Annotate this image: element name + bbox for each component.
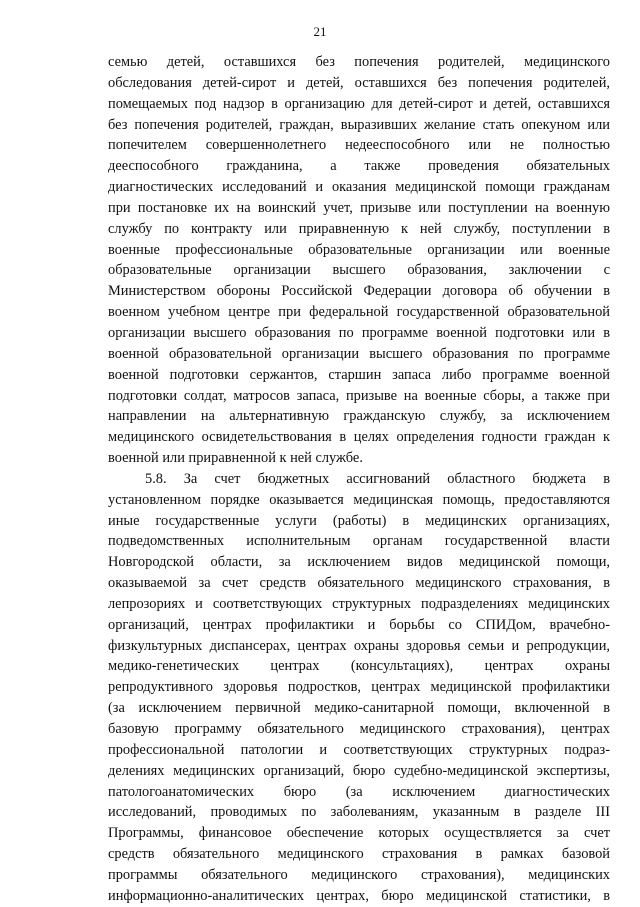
text-line: Министерством обороны Российской Федерации договора об обучении в	[108, 283, 610, 300]
text-line: лепрозориях и соответствующих структурных подразделениях медицинских	[108, 595, 610, 612]
text-line: подготовки солдат, матросов запаса, призыве на военные сборы, а также при	[108, 387, 610, 404]
text-line: военные профессиональные образовательные организации или военные	[108, 241, 610, 258]
text-line: медицинского освидетельствования в целях определения годности граждан к	[108, 429, 610, 446]
text-line: иные государственные услуги (работы) в медицинских организациях,	[108, 512, 610, 529]
text-line: организаций, центрах профилактики и борьбы со СПИДом, врачебно-	[108, 616, 610, 633]
text-line: образовательные организации высшего образования, заключении с	[108, 262, 610, 279]
text-line: установленном порядке оказывается медицинская помощь, предоставляются	[108, 491, 610, 508]
text-line: службу по контракту или приравненную к ней службу, поступлении в	[108, 220, 610, 237]
text-line: военной или приравненной к ней службе.	[108, 450, 363, 467]
text-line: военной подготовки сержантов, старшин запаса либо программе военной	[108, 366, 610, 383]
text-line: патологоанатомических бюро (за исключением диагностических	[108, 783, 610, 800]
text-line: исследований, проводимых по заболеваниям, указанным в разделе III	[108, 804, 610, 821]
text-line: помещаемых под надзор в организацию для детей-сирот и детей, оставшихся	[108, 95, 610, 112]
text-line: программы обязательного медицинского страхования), медицинских	[108, 866, 610, 883]
text-line: диагностических исследований и оказания медицинской помощи гражданам	[108, 179, 610, 196]
text-line: базовую программу обязательного медицинского страхования), центрах	[108, 721, 610, 737]
text-line: оказываемой за счет средств обязательного медицинского страхования, в	[108, 575, 610, 592]
text-line: 5.8. За счет бюджетных ассигнований областного бюджета в	[145, 470, 610, 487]
text-line: без попечения родителей, граждан, выразивших желание стать опекуном или	[108, 116, 610, 133]
text-line: физкультурных диспансерах, центрах охраны здоровья семьи и репродукции,	[108, 637, 610, 654]
text-line: организации высшего образования по программе военной подготовки или в	[108, 324, 610, 341]
text-line: попечителем совершеннолетнего недееспособного или не полностью	[108, 137, 610, 154]
text-line: делениях медицинских организаций, бюро судебно-медицинской экспертизы,	[108, 762, 610, 779]
page-number: 21	[313, 24, 327, 39]
text-line: военном учебном центре при федеральной государственной образовательной	[108, 304, 610, 321]
text-line: информационно-аналитических центрах, бюро медицинской статистики, в	[108, 887, 610, 904]
text-line: при постановке их на воинский учет, призыве или поступлении на военную	[108, 199, 610, 216]
text-line: семью детей, оставшихся без попечения родителей, медицинского	[108, 54, 610, 70]
text-line: Новгородской области, за исключением видов медицинской помощи,	[108, 554, 610, 571]
text-line: подведомственных исполнительным органам государственной власти	[108, 533, 610, 550]
text-line: репродуктивного здоровья подростков, центрах медицинской профилактики	[108, 679, 610, 696]
text-line: Программы, финансовое обеспечение которых осуществляется за счет	[108, 825, 610, 842]
text-line: средств обязательного медицинского страхования в рамках базовой	[108, 846, 610, 863]
body-text	[108, 52, 610, 907]
text-line: направлении на альтернативную гражданскую службу, за исключением	[108, 408, 610, 425]
text-line: (за исключением первичной медико-санитарной помощи, включенной в	[108, 700, 610, 717]
text-line: военной образовательной организации высшего образования по программе	[108, 345, 610, 362]
text-line: медико-генетических центрах (консультациях), центрах охраны	[108, 658, 610, 675]
text-line: профессиональной патологии и соответствующих структурных подраз-	[108, 741, 610, 758]
text-line: обследования детей-сирот и детей, оставшихся без попечения родителей,	[108, 74, 610, 91]
text-line: дееспособного гражданина, а также проведения обязательных	[108, 158, 610, 175]
